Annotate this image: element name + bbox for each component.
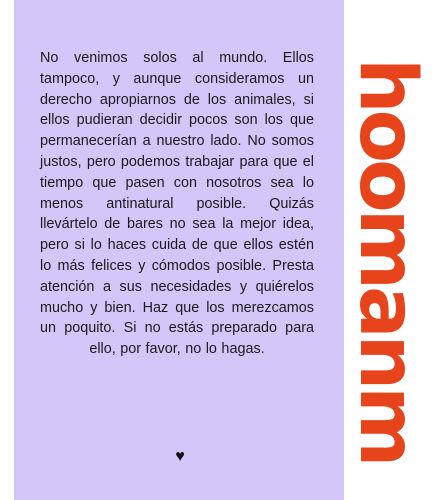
brand-wordmark-text: hoomanm — [342, 58, 432, 464]
heart-icon: ♥ — [175, 448, 185, 465]
brand-wordmark — [342, 58, 432, 464]
body-paragraph: No venimos solos al mundo. Ellos tampoco, y aunque consideramos un derecho apropiarnos de los animales, si ellos pudieran decidir pocos son los que permanecerían a nuestro lado. No somos justos, pero podemos trabajar para que el tiempo que pasen con nosotros sea lo menos antinatural posible. Quizás llevártelo de bares no sea la mejor idea, pero si lo haces cuida de que ellos estén lo más felices y cómodos posible. Presta atención a sus necesidades y quiérelos mucho y bien. Haz que los merezcamos un poquito. Si no estás preparado para ello, por favor, no lo hagas. — [40, 50, 314, 358]
